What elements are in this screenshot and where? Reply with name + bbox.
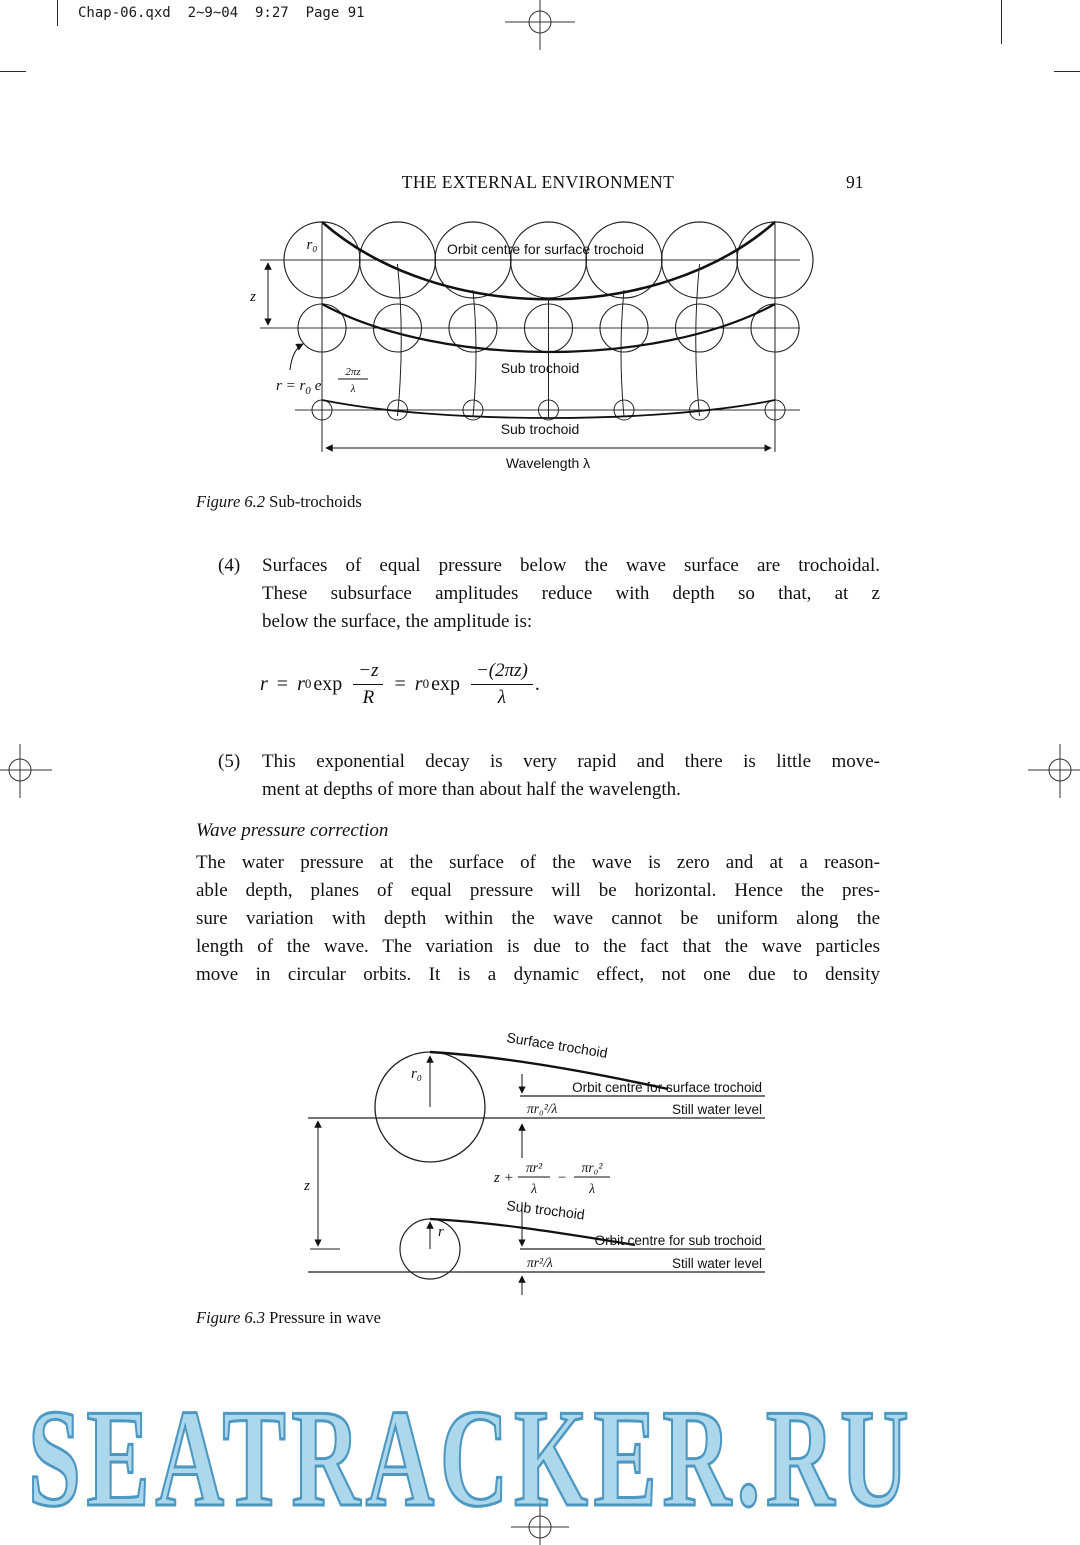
watermark-text: SEATRACKER.RU [28, 1381, 915, 1536]
crop-mark-top-right-vertical [1001, 0, 1002, 44]
fig63-formula-frac1-denominator: λ [531, 1181, 537, 1196]
fig62-wavelength-label: Wavelength λ [505, 455, 591, 471]
section-heading: Wave pressure correction [196, 820, 389, 841]
fig63-pressure-formula [493, 1160, 610, 1196]
fig62-phase-lines [322, 224, 775, 452]
fig63-z-label: z [304, 1178, 310, 1194]
eq-fraction-2-denominator: λ [497, 686, 507, 708]
amplitude-equation [260, 652, 540, 716]
fig63-surface-trochoid-label: Surface trochoid [505, 1029, 609, 1061]
wave-pressure-paragraph [196, 849, 880, 989]
registration-mark-top-center [505, 0, 575, 52]
fig63-orbit-centre-surface-label: Orbit centre for surface trochoid [572, 1080, 762, 1095]
fig62-orbit-centre-label: Orbit centre for surface trochoid [447, 241, 644, 257]
paragraph-line-4: length of the wave. The variation is due to the fact that the wave particles [196, 936, 880, 957]
fig63-r-label: r [438, 1224, 444, 1240]
paragraph-line-2: able depth, planes of equal pressure will be horizontal. Hence the pres- [196, 880, 880, 901]
fig62-z-dimension [249, 260, 295, 328]
fig63-pi-r0-over-lambda-label: πr₀²/λ [527, 1101, 558, 1116]
figure-6-3-caption-label: Figure 6.3 [196, 1308, 266, 1327]
fig63-still-water-upper-label: Still water level [671, 1102, 762, 1117]
fig63-formula-frac2-denominator: λ [589, 1181, 595, 1196]
fig63-formula-frac1-numerator: πr² [525, 1160, 543, 1175]
figure-6-3-caption-text: Pressure in wave [269, 1308, 381, 1327]
paragraph-line-1: The water pressure at the surface of the wave is zero and at a reason- [196, 852, 880, 873]
fig62-r0-label: r₀ [306, 237, 318, 253]
list-item-5-marker: (5) [218, 751, 241, 772]
fig62-formula-arrow [290, 344, 303, 370]
fig62-sub-trochoid-label-bottom: Sub trochoid [500, 421, 580, 437]
fig63-formula-minus: − [557, 1170, 568, 1186]
eq-var-r: r [260, 672, 268, 695]
fig63-pi-r-over-lambda-label: πr²/λ [527, 1255, 553, 1270]
crop-mark-top-left-horizontal [0, 71, 26, 72]
eq-var-r0-1: r [297, 672, 305, 695]
eq-fraction-1-numerator: −z [353, 660, 383, 685]
eq-period: . [534, 672, 540, 695]
fig63-still-water-lower-label: Still water level [671, 1256, 762, 1271]
figure-6-2-caption [196, 492, 362, 512]
fig62-orbit-centre-lines [295, 260, 800, 410]
eq-fraction-2 [471, 660, 533, 709]
watermark [22, 1381, 1072, 1536]
paragraph-line-5: move in circular orbits. It is a dynamic effect, not one due to density [196, 964, 880, 985]
page-number: 91 [846, 172, 864, 192]
list-item-4 [196, 552, 880, 636]
eq-var-r0-sub-1: 0 [304, 676, 312, 691]
fig62-exponent-numerator: 2πz [345, 366, 361, 378]
list-item-4-line-2: These subsurface amplitudes reduce with depth so that, at z [262, 583, 880, 604]
list-item-4-line-3: below the surface, the amplitude is: [262, 611, 533, 632]
eq-var-r0-2: r [414, 672, 423, 695]
paragraph-line-3: sure variation with depth within the wave cannot be uniform along the [196, 908, 880, 929]
eq-fraction-1 [353, 660, 383, 709]
crop-mark-top-right-horizontal [1054, 71, 1080, 72]
registration-mark-right-middle [1024, 740, 1080, 802]
figure-6-2-caption-text: Sub-trochoids [269, 492, 362, 511]
eq-equals-1: = [276, 672, 289, 695]
fig63-formula-z-plus: z + [494, 1170, 514, 1186]
list-item-4-line-1: Surfaces of equal pressure below the wave surface are trochoidal. [262, 555, 880, 576]
fig63-r0-label: r₀ [410, 1066, 422, 1082]
eq-exp-1: exp [313, 672, 343, 695]
list-item-4-marker: (4) [218, 555, 241, 576]
list-item-5 [196, 748, 880, 804]
list-item-5-line-1: This exponential decay is very rapid and there is little move- [262, 751, 880, 772]
figure-6-2-caption-label: Figure 6.2 [196, 492, 266, 511]
fig62-wavelength-dimension [326, 448, 771, 471]
print-slug: Chap-06.qxd 2~9~04 9:27 Page 91 [78, 5, 365, 21]
eq-fraction-2-numerator: −(2πz) [471, 660, 533, 685]
fig62-sub-trochoid-label-mid: Sub trochoid [500, 360, 580, 376]
eq-fraction-1-denominator: R [362, 686, 375, 708]
figure-6-3-caption [196, 1308, 381, 1328]
fig62-z-label: z [250, 289, 256, 305]
figure-6-2-sub-trochoids-diagram [240, 220, 820, 478]
eq-exp-2: exp [431, 672, 460, 695]
fig63-formula-frac2-numerator: πr₀² [581, 1160, 603, 1175]
registration-mark-left-middle [0, 740, 56, 802]
fig63-orbit-centre-sub-label: Orbit centre for sub trochoid [594, 1233, 762, 1248]
fig63-sub-trochoid-label: Sub trochoid [505, 1197, 586, 1223]
crop-mark-top-left-vertical [57, 0, 58, 26]
figure-6-3-pressure-in-wave-diagram [300, 1012, 780, 1312]
eq-var-r0-sub-2: 0 [422, 676, 430, 691]
fig62-exponent-denominator: λ [350, 383, 356, 395]
fig63-z-dimension [303, 1121, 318, 1246]
running-head: THE EXTERNAL ENVIRONMENT [401, 172, 675, 192]
fig62-radius-formula: $r = r_0$ e [276, 378, 322, 397]
eq-equals-2: = [394, 672, 406, 695]
list-item-5-line-2: ment at depths of more than about half the wavelength. [262, 779, 681, 800]
